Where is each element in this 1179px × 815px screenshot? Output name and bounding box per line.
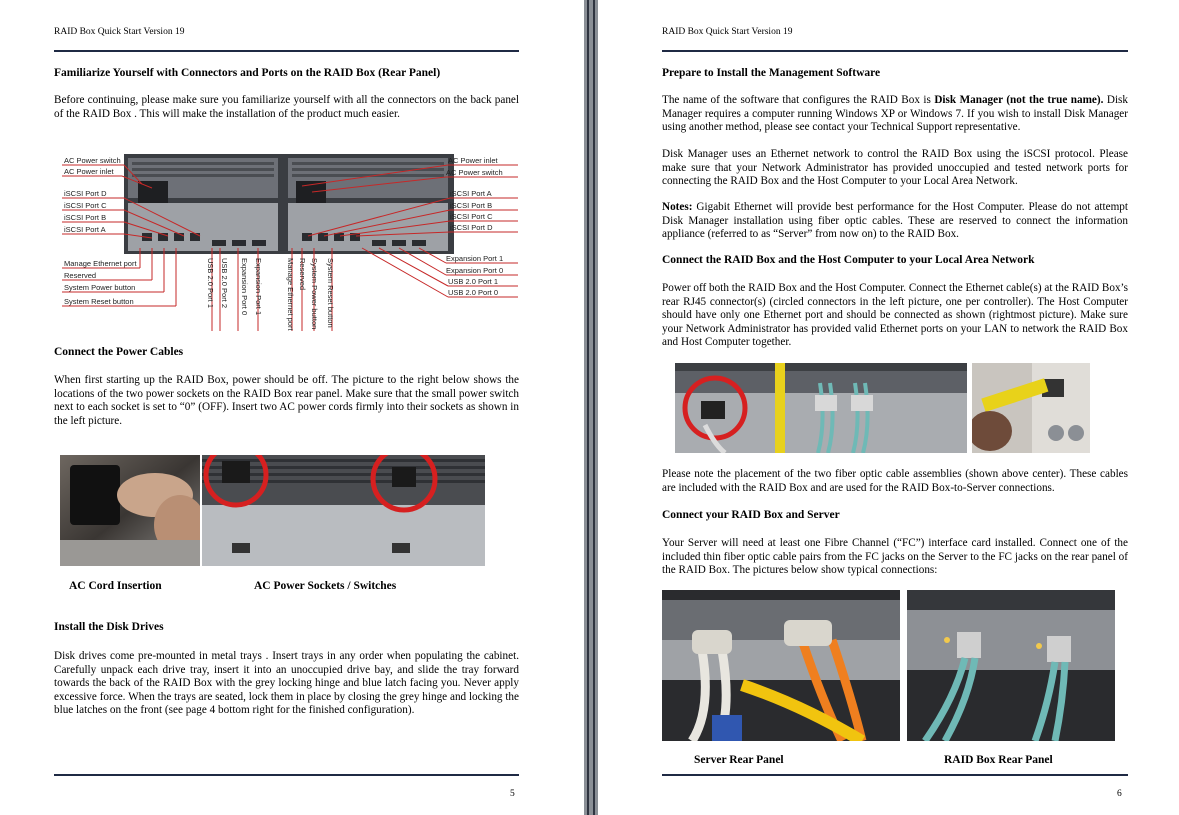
- section-heading-connectors: Familiarize Yourself with Connectors and Ports on the RAID Box (Rear Panel): [54, 67, 441, 79]
- paragraph-power: When first starting up the RAID Box, power should be off. The picture to the right below shows the locations of the two power sockets on the RAID Box rear panel. Make sure that the small power switch next to each socket is set to “0” (OFF). Insert two AC power cords firmly into their sockets as shown in the left picture.: [54, 374, 519, 427]
- label-right-iscsi-a: iSCSI Port A: [450, 189, 492, 198]
- label-vertical-usb-1: USB 2.0 Port 1: [206, 258, 215, 309]
- label-left-iscsi-d: iSCSI Port D: [64, 189, 107, 198]
- photo-host-ethernet: [972, 363, 1090, 453]
- label-left-ac-power-inlet: AC Power inlet: [64, 167, 114, 176]
- section-heading-lan: Connect the RAID Box and the Host Computer to your Local Area Network: [662, 254, 1035, 266]
- section-heading-power: Connect the Power Cables: [54, 346, 184, 358]
- label-vertical-expansion-0: Expansion Port 0: [240, 258, 249, 316]
- label-right-usb-1: USB 2.0 Port 1: [448, 277, 499, 286]
- photo-ac-cord-insertion: [60, 455, 200, 566]
- paragraph-notes: Notes: Gigabit Ethernet will provide best performance for the Host Computer. Please do not attempt Disk Manager installation using fiber optic cables. These are reserved to connect the information appliance (referred to as “Server” from now on) to the RAID Box.: [662, 201, 1128, 241]
- label-right-iscsi-c: iSCSI Port C: [450, 212, 493, 221]
- label-left-reserved: Reserved: [64, 271, 97, 280]
- page-6: [598, 0, 1179, 815]
- paragraph-lan: Power off both the RAID Box and the Host Computer. Connect the Ethernet cable(s) at the RAID Box’s rear RJ45 connector(s) (circled connectors in the left picture, one per controller). The Host Computer should have only one Ethernet port and should be connected as shown (rightmost picture). Make sure your Network Administrator has provided valid Ethernet ports on your LAN to network the RAID Box and Host Computer together.: [662, 282, 1128, 349]
- label-vertical-system-reset: System Reset button: [326, 258, 335, 328]
- paragraph-fiber-note: Please note the placement of the two fiber optic cable assemblies (shown above center). These cables are included with the RAID Box and are used for the RAID Box-to-Server connections.: [662, 468, 1128, 494]
- label-left-iscsi-c: iSCSI Port C: [64, 201, 107, 210]
- label-vertical-expansion-1: Expansion Port 1: [254, 258, 263, 316]
- label-vertical-system-power: System Power button: [310, 258, 319, 330]
- label-right-expansion-1: Expansion Port 1: [446, 254, 504, 263]
- section-heading-management-software: Prepare to Install the Management Software: [662, 67, 881, 79]
- label-right-ac-power-inlet: AC Power inlet: [448, 156, 498, 165]
- label-left-system-reset: System Reset button: [64, 297, 134, 306]
- photo-ac-power-sockets: [202, 455, 485, 566]
- label-right-iscsi-d: iSCSI Port D: [450, 223, 493, 232]
- caption-ac-power-sockets: AC Power Sockets / Switches: [254, 580, 397, 592]
- running-header: RAID Box Quick Start Version 19: [662, 27, 793, 37]
- label-vertical-usb-2: USB 2.0 Port 2: [220, 258, 229, 309]
- rear-panel-diagram: [62, 148, 518, 331]
- label-vertical-reserved: Reserved: [298, 258, 307, 291]
- page-number: 6: [1117, 789, 1122, 799]
- label-vertical-manage-ethernet: Manage Ethernet port: [286, 258, 295, 331]
- label-left-iscsi-b: iSCSI Port B: [64, 213, 107, 222]
- label-left-manage-ethernet: Manage Ethernet port: [64, 259, 137, 268]
- paragraph-disk-drives: Disk drives come pre-mounted in metal trays . Insert trays in any order when populating the cabinet. Carefully unpack each drive tray, insert it into an unoccupied drive bay, and slide the tray forward towards the back of the RAID Box with the grey locking hinge and blue latch facing you. Never apply excessive force. When the trays are seated, lock them in place by closing the grey hinge and locking the blue latches on the front (see page 4 bottom right for the finished configuration).: [54, 650, 519, 717]
- label-left-ac-power-switch: AC Power switch: [64, 156, 121, 165]
- paragraph-connectors: Before continuing, please make sure you familiarize yourself with all the connectors on the back panel of the RAID Box . This will make the installation of the product much easier.: [54, 94, 519, 120]
- page-5: [0, 0, 584, 815]
- photo-raid-rj45: [675, 363, 967, 453]
- section-heading-disk-drives: Install the Disk Drives: [54, 621, 164, 633]
- paragraph-server: Your Server will need at least one Fibre Channel (“FC”) interface card installed. Connect one of the included thin fiber optic cable pairs from the FC jacks on the Server to the FC jacks on the rear panel of the RAID Box. The pictures below show typical connections:: [662, 537, 1128, 577]
- label-right-usb-0: USB 2.0 Port 0: [448, 288, 499, 297]
- paragraph-disk-manager: The name of the software that configures the RAID Box is Disk Manager (not the true name). Disk Manager requires a computer running Windows XP or Windows 7. If you wish to install Disk Manager using another method, please see contact your Technical Support representative.: [662, 94, 1129, 134]
- page-number: 5: [510, 789, 515, 799]
- header-rule: [662, 50, 1128, 52]
- caption-ac-cord-insertion: AC Cord Insertion: [69, 580, 162, 592]
- caption-server-rear-panel: Server Rear Panel: [694, 754, 784, 766]
- label-right-expansion-0: Expansion Port 0: [446, 266, 504, 275]
- caption-raid-rear-panel: RAID Box Rear Panel: [944, 754, 1053, 766]
- section-heading-server: Connect your RAID Box and Server: [662, 509, 840, 521]
- label-right-iscsi-b: iSCSI Port B: [450, 201, 493, 210]
- running-header: RAID Box Quick Start Version 19: [54, 27, 185, 37]
- header-rule: [54, 50, 519, 52]
- label-right-ac-power-switch: AC Power switch: [446, 168, 503, 177]
- photo-server-rear-panel: [662, 590, 900, 741]
- paragraph-ethernet-network: Disk Manager uses an Ethernet network to control the RAID Box using the iSCSI protocol. Please make sure that your Network Administrator has provided unoccupied and tested network ports for connecting the RAID Box and the Host Computer to your Local Area Network.: [662, 148, 1128, 188]
- label-left-system-power: System Power button: [64, 283, 136, 292]
- photo-raid-rear-panel: [907, 590, 1115, 741]
- label-left-iscsi-a: iSCSI Port A: [64, 225, 106, 234]
- footer-rule: [662, 774, 1128, 776]
- footer-rule: [54, 774, 519, 776]
- page-gutter: [584, 0, 598, 815]
